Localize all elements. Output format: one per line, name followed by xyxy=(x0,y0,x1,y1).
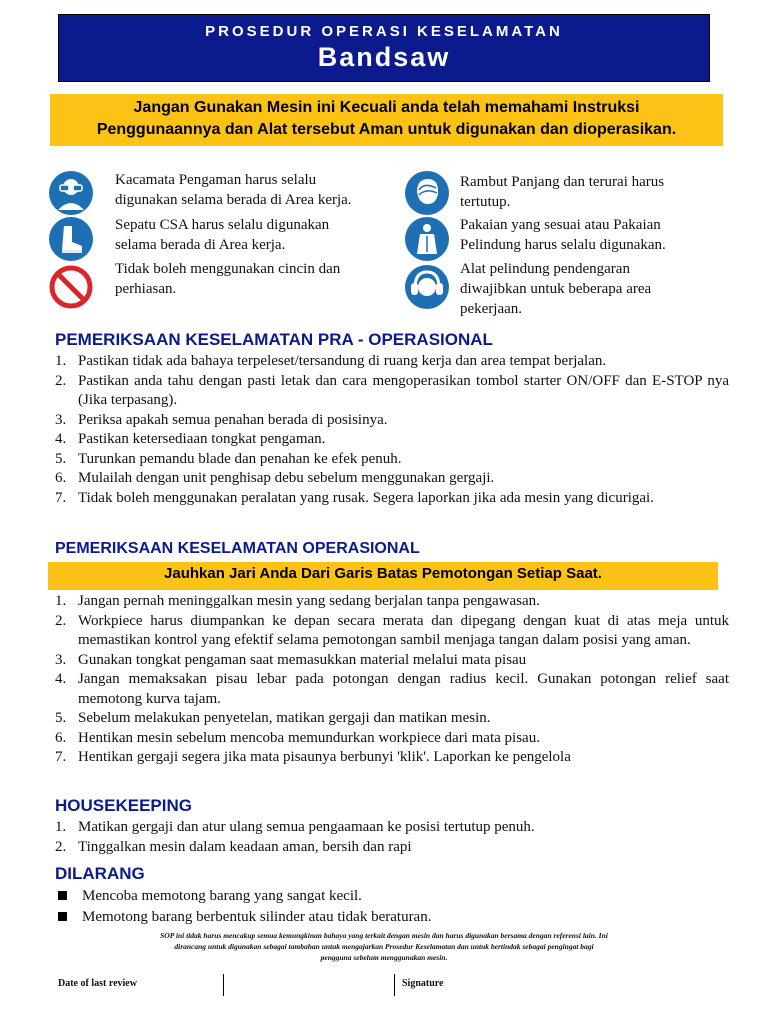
ppe-item-boots xyxy=(115,215,405,255)
list-item xyxy=(55,907,729,928)
ppe-item-hair xyxy=(460,172,730,212)
list-item xyxy=(55,612,729,651)
list-item-number: 4. xyxy=(55,671,67,687)
list-item-number: 3. xyxy=(55,411,67,428)
list-item-number: 1. xyxy=(55,593,67,609)
ppe-text: pekerjaan. xyxy=(460,301,523,317)
list-item-text: Memotong barang berbentuk silinder atau tidak beraturan. xyxy=(82,909,432,925)
list-item-number: 1. xyxy=(55,353,67,369)
ppe-item-ear xyxy=(460,259,730,319)
list-item-number: 5. xyxy=(55,450,67,467)
apron-icon xyxy=(404,216,450,262)
list-item-text: Pastikan anda tahu dengan pasti letak dan cara mengoperasikan tombol starter ON/OFF dan E-STOP nya (Jika terpasang). xyxy=(78,372,729,408)
date-of-review-label: Date of last review xyxy=(58,978,137,989)
list-item-text: Hentikan mesin sebelum mencoba memundurkan workpiece dari mata pisau. xyxy=(78,729,540,746)
bullet-square-icon xyxy=(58,912,67,921)
list-item xyxy=(55,469,729,489)
list-item-number: 2. xyxy=(55,372,67,389)
list-item xyxy=(55,372,729,411)
list-item-text: Mulailah dengan unit penghisap debu sebelum menggunakan gergaji. xyxy=(78,470,495,486)
warning-line-1: Jangan Gunakan Mesin ini Kecuali anda telah memahami Instruksi xyxy=(133,99,640,116)
ppe-text: tertutup. xyxy=(460,194,511,210)
ear-protection-icon xyxy=(404,264,450,310)
list-item xyxy=(55,450,729,470)
list-item-text: Tidak boleh menggunakan peralatan yang rusak. Segera laporkan jika ada mesin yang dicurigai. xyxy=(78,489,654,506)
ppe-text: Kacamata Pengaman harus selalu xyxy=(115,172,317,188)
hair-net-icon xyxy=(404,170,450,216)
list-item-number: 5. xyxy=(55,710,67,726)
list-item-text: Pastikan tidak ada bahaya terpeleset/tersandung di ruang kerja dan area tempat berjalan. xyxy=(78,353,607,369)
list-item xyxy=(55,748,729,768)
housekeeping-list xyxy=(55,818,729,857)
ppe-text: Pakaian yang sesuai atau Pakaian xyxy=(460,217,661,233)
list-item-number: 1. xyxy=(55,819,67,835)
list-item xyxy=(55,729,729,749)
operational-title: PEMERIKSAAN KESELAMATAN OPERASIONAL xyxy=(55,540,420,557)
ppe-text: digunakan selama berada di Area kerja. xyxy=(115,192,352,208)
header-title: PROSEDUR OPERASI KESELAMATAN xyxy=(205,23,563,40)
list-item-number: 4. xyxy=(55,431,67,447)
housekeeping-title: HOUSEKEEPING xyxy=(55,796,192,815)
ppe-text: Alat pelindung pendengaran xyxy=(460,261,630,277)
header-subtitle: Bandsaw xyxy=(317,42,451,72)
footer-divider xyxy=(394,974,395,996)
disclaimer-line: pengguna sebelum menggunakan mesin. xyxy=(320,953,448,962)
pre-operational-list xyxy=(55,352,729,508)
prohibited-list xyxy=(55,886,729,928)
safety-glasses-icon xyxy=(48,170,94,216)
disclaimer-line: dirancang untuk digunakan sebagai tambahan untuk mengajarkan Prosedur Keselamatan dan untuk bertindak sebagai pengingat bagi xyxy=(174,942,594,951)
ppe-item-glasses xyxy=(115,170,405,210)
bullet-square-icon xyxy=(58,891,67,900)
list-item-number: 3. xyxy=(55,651,67,668)
list-item-text: Periksa apakah semua penahan berada di posisinya. xyxy=(78,411,388,428)
warning-line-2: Penggunaannya dan Alat tersebut Aman untuk digunakan dan dioperasikan. xyxy=(96,121,677,138)
list-item-text: Hentikan gergaji segera jika mata pisaunya berbunyi 'klik'. Laporkan ke pengelola xyxy=(78,749,571,765)
list-item-number: 2. xyxy=(55,838,67,855)
list-item-number: 6. xyxy=(55,729,67,746)
ppe-text: Tidak boleh menggunakan cincin dan xyxy=(115,261,341,277)
list-item-text: Matikan gergaji dan atur ulang semua pengaamaan ke posisi tertutup penuh. xyxy=(78,819,535,835)
footer-divider xyxy=(223,974,224,996)
list-item-text: Gunakan tongkat pengaman saat memasukkan material melalui mata pisau xyxy=(78,651,527,668)
list-item-number: 2. xyxy=(55,612,67,629)
list-item xyxy=(55,709,729,729)
list-item-text: Mencoba memotong barang yang sangat kecil. xyxy=(82,888,362,904)
ppe-text: Pelindung harus selalu digunakan. xyxy=(460,237,666,253)
signature-label: Signature xyxy=(402,978,444,989)
list-item-text: Workpiece harus diumpankan ke depan secara merata dan dipegang dengan kuat di atas meja untuk memastikan kontrol yang efektif selama pemotongan sambil menjaga tangan dalam posisi yang aman. xyxy=(78,612,729,648)
list-item-text: Tinggalkan mesin dalam keadaan aman, bersih dan rapi xyxy=(78,838,412,855)
ppe-text: Sepatu CSA harus selalu digunakan xyxy=(115,217,330,233)
warning-banner xyxy=(50,94,723,146)
no-jewellery-icon xyxy=(48,264,94,310)
list-item xyxy=(55,352,729,372)
list-item xyxy=(55,670,729,709)
operational-callout: Jauhkan Jari Anda Dari Garis Batas Pemotongan Setiap Saat. xyxy=(48,562,718,590)
ppe-text: Rambut Panjang dan terurai harus xyxy=(460,174,665,190)
list-item-number: 6. xyxy=(55,470,67,486)
safety-boots-icon xyxy=(48,216,94,262)
list-item-text: Turunkan pemandu blade dan penahan ke efek penuh. xyxy=(78,450,402,467)
ppe-item-apron xyxy=(460,215,730,255)
list-item xyxy=(55,411,729,431)
disclaimer-line: SOP ini tidak harus mencakup semua kemungkinan bahaya yang terkait dengan mesin dan harus digunakan bersama dengan referensi lain. Ini xyxy=(160,931,608,940)
prohibited-title: DILARANG xyxy=(55,864,145,883)
ppe-text: diwajibkan untuk beberapa area xyxy=(460,281,652,297)
list-item-text: Sebelum melakukan penyetelan, matikan gergaji dan matikan mesin. xyxy=(78,710,491,726)
list-item xyxy=(55,838,729,858)
ppe-text: selama berada di Area kerja. xyxy=(115,237,286,253)
list-item-text: Pastikan ketersediaan tongkat pengaman. xyxy=(78,431,326,447)
ppe-item-jewellery xyxy=(115,259,405,299)
operational-list xyxy=(55,592,729,768)
list-item xyxy=(55,886,729,907)
list-item-text: Jangan pernah meninggalkan mesin yang sedang berjalan tanpa pengawasan. xyxy=(78,593,540,609)
list-item-number: 7. xyxy=(55,489,67,506)
page-header xyxy=(58,14,710,82)
list-item xyxy=(55,592,729,612)
list-item-text: Jangan memaksakan pisau lebar pada potongan dengan radius kecil. Gunakan potongan relief saat memotong kurva tajam. xyxy=(78,671,729,707)
list-item xyxy=(55,818,729,838)
list-item xyxy=(55,489,729,509)
list-item-number: 7. xyxy=(55,749,67,765)
disclaimer-note xyxy=(60,930,708,963)
pre-operational-title: PEMERIKSAAN KESELAMATAN PRA - OPERASIONAL xyxy=(55,330,493,349)
list-item xyxy=(55,430,729,450)
list-item xyxy=(55,651,729,671)
ppe-text: perhiasan. xyxy=(115,281,177,297)
